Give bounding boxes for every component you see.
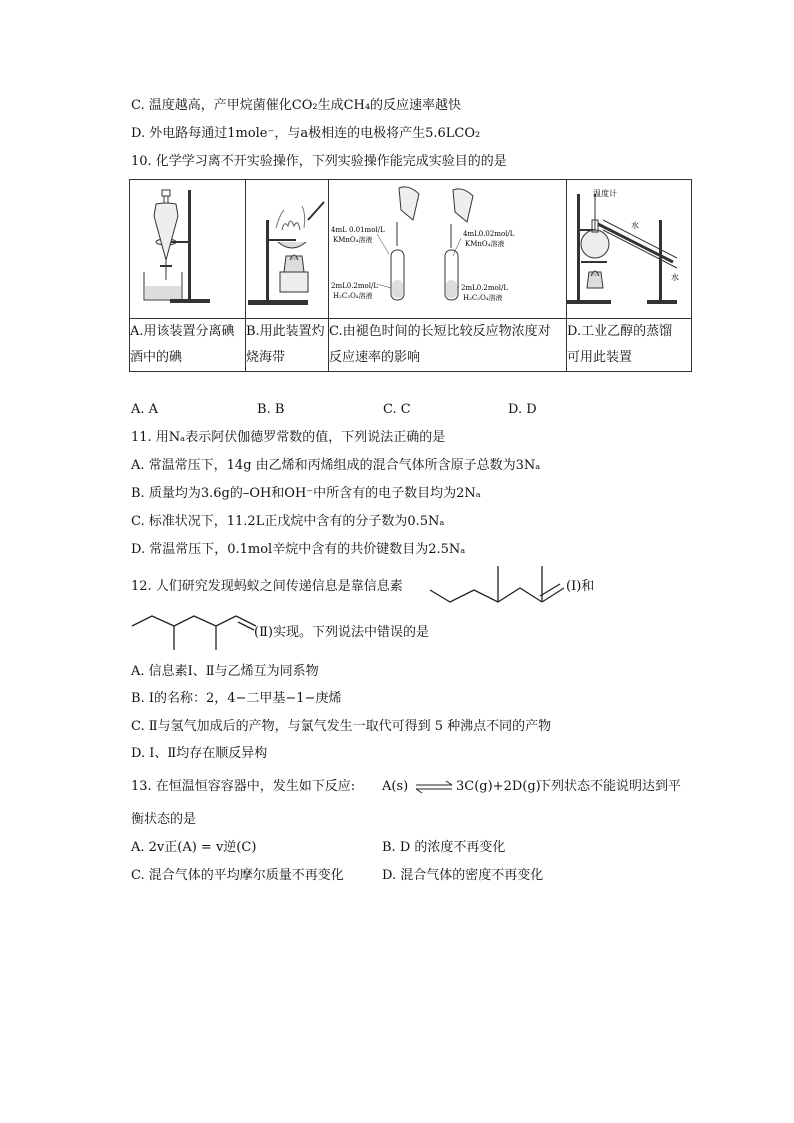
- q12-stem: 12. 人们研究发现蚂蚁之间传递信息是靠信息素: [131, 579, 403, 594]
- q13-reaction-left: A(s): [382, 779, 409, 794]
- cell-b-line2: 烧海带: [246, 350, 286, 365]
- figc-left-bot2: H₂C₂O₄溶液: [333, 292, 373, 300]
- cell-b-line1: B.用此装置灼: [246, 324, 325, 339]
- figure-b-burning-seaweed: [246, 180, 329, 319]
- cell-c-line1: C.由褪色时间的长短比较反应物浓度对: [329, 324, 551, 339]
- q13-stem-tail: 下列状态不能说明达到平: [538, 779, 682, 794]
- q12-tag-ii: (Ⅱ)实现。下列说法中错误的是: [254, 625, 429, 640]
- q11-option-d: D. 常温常压下，0.1mol辛烷中含有的共价键数目为2.5Nₐ: [131, 542, 466, 557]
- structure-i-skeletal-formula: [428, 562, 568, 610]
- structure-ii-skeletal-formula: [130, 612, 260, 656]
- q10-stem: 10. 化学学习离不开实验操作，下列实验操作能完成实验目的的是: [131, 154, 507, 169]
- q11-option-c: C. 标准状况下，11.2L正戊烷中含有的分子数为0.5Nₐ: [131, 514, 445, 529]
- q12-tag-i: (Ⅰ)和: [566, 579, 595, 594]
- figc-right-bot: 2mL0.2mol/L: [461, 284, 508, 292]
- cell-d-caption: [567, 319, 692, 372]
- figc-right-bot2: H₂C₂O₄溶液: [463, 294, 503, 302]
- q10-answer-d: D. D: [508, 402, 537, 417]
- q13-option-d: D. 混合气体的密度不再变化: [382, 868, 544, 883]
- q13-option-b: B. D 的浓度不再变化: [382, 840, 506, 855]
- q10-answer-c: C. C: [383, 402, 411, 417]
- q13-stem-line2: 衡状态的是: [131, 812, 197, 827]
- q9-option-d: D. 外电路每通过1mole⁻，与a极相连的电极将产生5.6LCO₂: [131, 126, 481, 141]
- figure-c-kmno4-reaction-rate: [329, 180, 567, 319]
- figure-a-separatory-funnel: [130, 180, 246, 319]
- q13-reaction-right: 3C(g)+2D(g): [456, 779, 541, 794]
- q12-option-c: C. Ⅱ与氢气加成后的产物，与氯气发生一取代可得到 5 种沸点不同的产物: [131, 719, 552, 734]
- cell-c-line2: 反应速率的影响: [329, 350, 421, 365]
- figc-left-top: 4mL 0.01mol/L: [331, 226, 385, 234]
- cell-a-caption: [130, 319, 246, 372]
- figd-thermometer-label: 温度计: [593, 189, 617, 198]
- figd-water-in-label: 水: [631, 221, 639, 230]
- cell-c-caption: [329, 319, 567, 372]
- figc-right-top: 4mL0.02mol/L: [463, 230, 515, 238]
- q9-option-c: C. 温度越高，产甲烷菌催化CO₂生成CH₄的反应速率越快: [131, 98, 462, 113]
- cell-d-line2: 可用此装置: [567, 350, 633, 365]
- q11-stem: 11. 用Nₐ表示阿伏伽德罗常数的值，下列说法正确的是: [131, 430, 446, 445]
- q10-answer-a: A. A: [131, 402, 159, 417]
- figc-left-top2: KMnO₄溶液: [333, 236, 373, 244]
- q13-option-c: C. 混合气体的平均摩尔质量不再变化: [131, 868, 344, 883]
- figure-d-distillation: [567, 180, 692, 319]
- figd-water-out-label: 水: [671, 273, 679, 282]
- q13-stem: 13. 在恒温恒容容器中，发生如下反应:: [131, 779, 356, 794]
- q11-option-a: A. 常温常压下，14g 由乙烯和丙烯组成的混合气体所含原子总数为3Nₐ: [131, 458, 541, 473]
- cell-b-caption: [246, 319, 329, 372]
- q10-answer-b: B. B: [257, 402, 285, 417]
- q10-experiment-table: [129, 179, 692, 372]
- equilibrium-arrow-icon: [414, 780, 454, 794]
- cell-d-line1: D.工业乙醇的蒸馏: [567, 324, 673, 339]
- q11-option-b: B. 质量均为3.6g的–OH和OH⁻中所含有的电子数目均为2Nₐ: [131, 486, 481, 501]
- q12-option-a: A. 信息素Ⅰ、Ⅱ与乙烯互为同系物: [131, 664, 319, 679]
- figc-right-top2: KMnO₄溶液: [465, 240, 505, 248]
- cell-a-line2: 酒中的碘: [130, 350, 183, 365]
- q12-option-d: D. Ⅰ、Ⅱ均存在顺反异构: [131, 746, 268, 761]
- cell-a-line1: A.用该装置分离碘: [130, 324, 235, 339]
- q13-option-a: A. 2v正(A) = v逆(C): [131, 840, 257, 855]
- q12-option-b: B. Ⅰ的名称：2，4−二甲基−1−庚烯: [131, 691, 342, 706]
- figc-left-bot: 2mL0.2mol/L: [331, 282, 378, 290]
